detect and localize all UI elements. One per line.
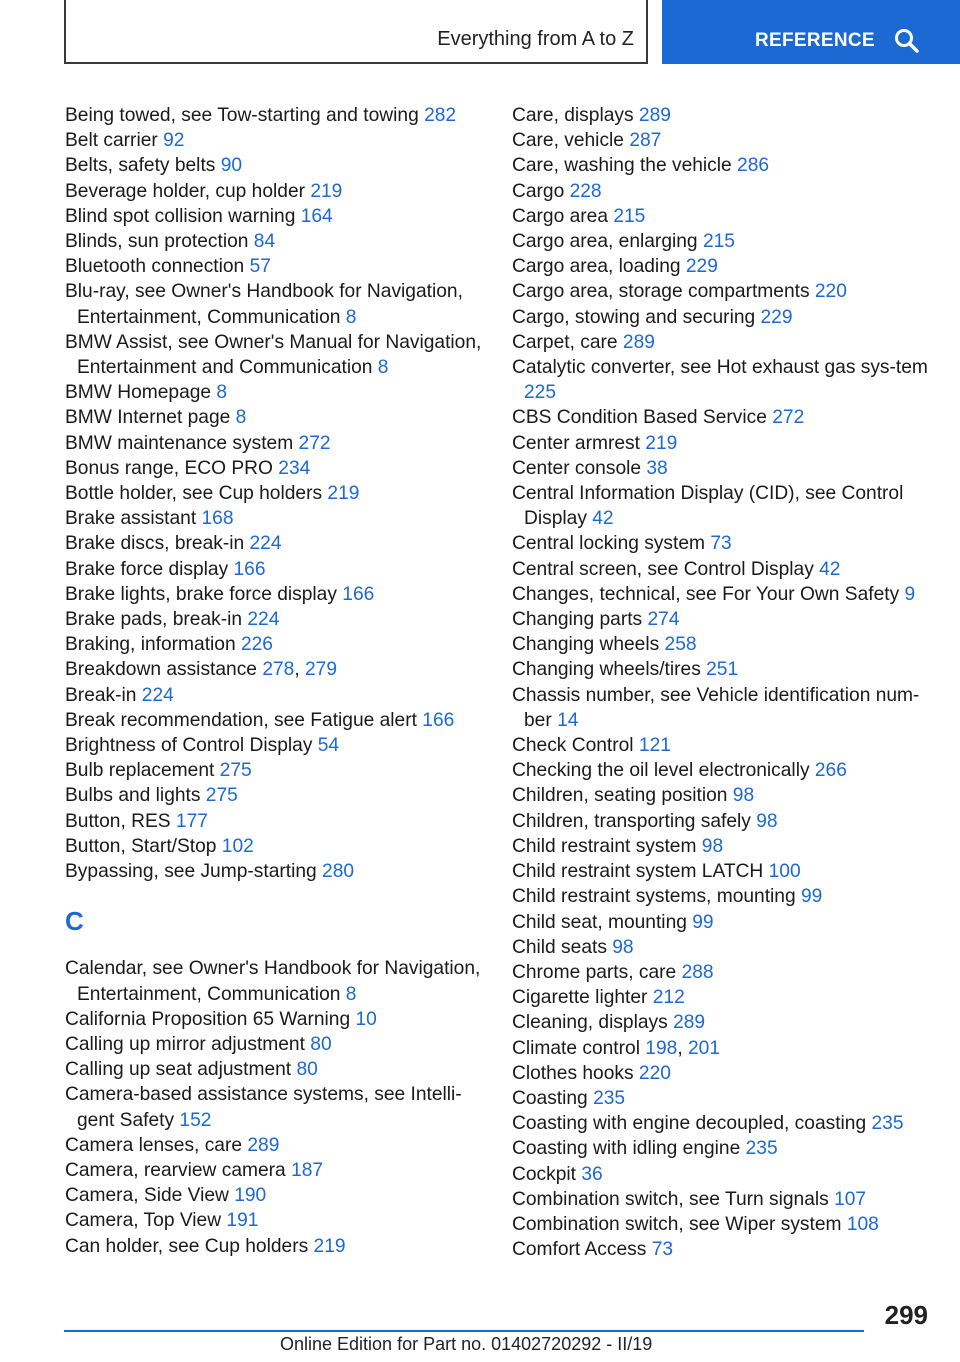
index-entry-term: Changing wheels/tires bbox=[512, 659, 707, 681]
index-entry-term: Cargo area, enlarging bbox=[512, 231, 703, 253]
footer-edition-text: Online Edition for Part no. 01402720292 - II/19 bbox=[280, 1334, 653, 1354]
index-entry-term: Blu-ray, see Owner's Handbook for Navigation, Entertainment, Communication bbox=[65, 281, 463, 328]
page-reference-link[interactable]: 287 bbox=[629, 130, 662, 152]
index-entry bbox=[65, 809, 485, 834]
index-entry bbox=[512, 456, 932, 481]
index-entry-term: Being towed, see Tow-starting and towing bbox=[65, 105, 425, 126]
page-reference-link[interactable]: 219 bbox=[310, 180, 343, 202]
index-entry bbox=[512, 1111, 932, 1136]
index-entry bbox=[512, 884, 932, 909]
index-entry bbox=[512, 910, 932, 935]
index-entry-term: Comfort Access bbox=[512, 1239, 652, 1261]
page-reference-link[interactable]: 219 bbox=[645, 432, 678, 454]
page-reference-link[interactable]: 280 bbox=[322, 861, 355, 883]
header-title: Everything from A to Z bbox=[437, 28, 634, 50]
index-entry-term: Bonus range, ECO PRO bbox=[65, 457, 279, 479]
page-reference-link[interactable]: 275 bbox=[205, 785, 238, 807]
index-entry bbox=[65, 380, 485, 405]
index-entry bbox=[65, 405, 485, 430]
index-entry-term: Child restraint systems, mounting bbox=[512, 886, 801, 908]
header-title-box bbox=[64, 0, 648, 64]
index-entry-term: Care, washing the vehicle bbox=[512, 155, 738, 177]
index-entry bbox=[512, 330, 932, 355]
page-reference-link[interactable]: 10 bbox=[355, 1008, 377, 1030]
page-reference-link[interactable]: 272 bbox=[772, 407, 805, 429]
page-reference-link[interactable]: 90 bbox=[220, 155, 243, 177]
index-entry bbox=[512, 657, 932, 682]
index-entry bbox=[65, 229, 485, 254]
footer-divider bbox=[64, 1330, 864, 1332]
index-entry bbox=[65, 204, 485, 229]
page-reference-link[interactable]: 198 bbox=[645, 1037, 678, 1059]
page-reference-link[interactable]: 107 bbox=[834, 1188, 867, 1210]
page-reference-link[interactable]: 73 bbox=[651, 1239, 674, 1261]
index-entry-term: Cockpit bbox=[512, 1163, 582, 1185]
index-entry bbox=[512, 1010, 932, 1035]
index-entry-term: California Proposition 65 Warning bbox=[65, 1008, 356, 1030]
index-column-right bbox=[512, 103, 932, 1262]
index-entry-term: Belt carrier bbox=[65, 130, 164, 152]
index-entry bbox=[512, 153, 932, 178]
index-entry bbox=[65, 1234, 485, 1259]
index-entry bbox=[512, 531, 932, 556]
index-entry bbox=[512, 607, 932, 632]
index-entry-term: CBS Condition Based Service bbox=[512, 407, 773, 429]
page-reference-link[interactable]: 42 bbox=[592, 508, 614, 530]
index-entry bbox=[65, 153, 485, 178]
index-entry-term: Children, transporting safely bbox=[512, 810, 757, 832]
index-entry-term: Belts, safety belts bbox=[65, 155, 221, 177]
reference-tab[interactable] bbox=[662, 0, 960, 64]
page-reference-link[interactable]: 166 bbox=[233, 558, 266, 580]
index-entry bbox=[512, 355, 932, 405]
index-entry bbox=[65, 607, 485, 632]
index-entry-term: Break-in bbox=[65, 684, 142, 706]
index-entry bbox=[65, 783, 485, 808]
index-entry-term: BMW Internet page bbox=[65, 407, 236, 429]
index-entry-term: Central locking system bbox=[512, 533, 711, 555]
index-entry bbox=[512, 582, 932, 607]
index-entry bbox=[65, 254, 485, 279]
index-entry-term: Calling up mirror adjustment bbox=[65, 1033, 311, 1055]
index-entry-term: Changes, technical, see For Your Own Safety bbox=[512, 583, 905, 605]
index-entry bbox=[65, 859, 485, 884]
reference-tab-label: REFERENCE bbox=[755, 30, 875, 51]
index-entry bbox=[512, 935, 932, 960]
index-entry-term: Cargo area, loading bbox=[512, 256, 686, 278]
index-entry-term: Button, RES bbox=[65, 810, 176, 832]
page-reference-link[interactable]: 272 bbox=[298, 432, 331, 454]
index-entry bbox=[512, 859, 932, 884]
index-entry-term: Bottle holder, see Cup holders bbox=[65, 483, 328, 505]
page-reference-link[interactable]: 36 bbox=[581, 1163, 603, 1185]
index-entry-term: Child restraint system bbox=[512, 835, 702, 857]
index-entry bbox=[512, 632, 932, 657]
index-entry bbox=[512, 305, 932, 330]
index-entry-term: Brake lights, brake force display bbox=[65, 583, 343, 605]
page-reference-link[interactable]: 166 bbox=[422, 709, 455, 731]
index-entry bbox=[512, 128, 932, 153]
index-group-b bbox=[65, 103, 485, 884]
page-reference-link[interactable]: 8 bbox=[235, 407, 247, 429]
index-entry bbox=[65, 103, 485, 128]
index-entry bbox=[65, 279, 485, 329]
index-entry-term: Coasting bbox=[512, 1087, 594, 1109]
index-entry bbox=[512, 557, 932, 582]
index-entry bbox=[512, 1187, 932, 1212]
index-entry bbox=[512, 1212, 932, 1237]
index-entry bbox=[65, 179, 485, 204]
index-entry-term: Combination switch, see Turn signals bbox=[512, 1188, 835, 1210]
index-entry-term: Central screen, see Control Display bbox=[512, 558, 820, 580]
index-entry-term: BMW Assist, see Owner's Manual for Navigation, Entertainment and Communication bbox=[65, 331, 482, 379]
page-reference-link[interactable]: 266 bbox=[814, 760, 847, 782]
index-entry-term: Blind spot collision warning bbox=[65, 205, 301, 227]
page-reference-link[interactable]: 100 bbox=[768, 861, 801, 883]
page-reference-link[interactable]: 98 bbox=[701, 835, 724, 857]
index-entry bbox=[65, 431, 485, 456]
index-entry bbox=[65, 128, 485, 153]
page-reference-link[interactable]: 289 bbox=[247, 1134, 280, 1156]
index-entry-term: Chassis number, see Vehicle identification num-ber bbox=[512, 684, 920, 731]
page-reference-link[interactable]: 99 bbox=[800, 886, 823, 908]
index-entry-term: Climate control bbox=[512, 1037, 646, 1059]
index-entry-term: Carpet, care bbox=[512, 331, 623, 353]
index-entry bbox=[512, 1061, 932, 1086]
page-reference-link[interactable]: 201 bbox=[687, 1037, 720, 1059]
index-entry-term: Care, vehicle bbox=[512, 130, 630, 152]
index-entry-term: Camera-based assistance systems, see Intelli-gent Safety bbox=[65, 1084, 462, 1131]
index-entry-term: Changing wheels bbox=[512, 634, 665, 656]
page-reference-link[interactable]: 98 bbox=[612, 936, 634, 958]
index-entry-term: Brake assistant bbox=[65, 508, 202, 530]
page-reference-link[interactable]: 282 bbox=[424, 105, 457, 126]
index-entry-term: Care, displays bbox=[512, 105, 639, 126]
index-entry bbox=[512, 783, 932, 808]
index-entry-term: Cargo area bbox=[512, 205, 614, 227]
page-reference-link[interactable]: 235 bbox=[745, 1138, 778, 1160]
page-reference-link[interactable]: 14 bbox=[557, 709, 579, 731]
page-reference-link[interactable]: 289 bbox=[622, 331, 655, 353]
page-reference-link[interactable]: 8 bbox=[216, 382, 228, 404]
index-entry bbox=[65, 758, 485, 783]
index-entry-term: Changing parts bbox=[512, 609, 648, 631]
index-entry-term: Can holder, see Cup holders bbox=[65, 1235, 314, 1257]
index-entry bbox=[512, 204, 932, 229]
index-entry bbox=[512, 733, 932, 758]
index-entry-term: BMW Homepage bbox=[65, 382, 217, 404]
index-entry-term: Center console bbox=[512, 457, 647, 479]
index-entry-term: Child seat, mounting bbox=[512, 911, 693, 933]
index-entry bbox=[512, 758, 932, 783]
index-entry-term: Calling up seat adjustment bbox=[65, 1059, 297, 1081]
index-entry bbox=[512, 809, 932, 834]
index-entry bbox=[512, 960, 932, 985]
index-entry bbox=[512, 229, 932, 254]
index-entry bbox=[512, 683, 932, 733]
index-entry-term: Breakdown assistance bbox=[65, 659, 263, 681]
index-entry-term: BMW maintenance system bbox=[65, 432, 299, 454]
index-entry-term: Clothes hooks bbox=[512, 1062, 639, 1084]
page-reference-link[interactable]: 229 bbox=[760, 306, 793, 328]
index-entry-term: Blinds, sun protection bbox=[65, 231, 254, 253]
page-reference-link[interactable]: 275 bbox=[219, 760, 252, 782]
page-reference-link[interactable]: 235 bbox=[593, 1087, 626, 1109]
index-entry: Breakdown assistance 278, 279 bbox=[65, 659, 338, 681]
index-entry bbox=[512, 1162, 932, 1187]
index-entry bbox=[65, 956, 485, 1006]
index-entry: Climate control 198, 201 bbox=[512, 1037, 720, 1059]
index-entry-term: Bypassing, see Jump-starting bbox=[65, 861, 323, 883]
page-reference-link[interactable]: 177 bbox=[175, 810, 208, 832]
page-reference-link[interactable]: 54 bbox=[317, 735, 340, 757]
index-entry bbox=[65, 708, 485, 733]
index-entry bbox=[512, 254, 932, 279]
index-entry-term: Calendar, see Owner's Handbook for Navigation, Entertainment, Communication bbox=[65, 958, 481, 1005]
page-reference-link[interactable]: 289 bbox=[673, 1012, 706, 1034]
index-entry-term: Brightness of Control Display bbox=[65, 735, 318, 757]
page-reference-link[interactable]: 121 bbox=[638, 735, 671, 757]
index-column-left bbox=[65, 103, 485, 1259]
index-entry bbox=[65, 1208, 485, 1233]
index-entry-term: Bulb replacement bbox=[65, 760, 220, 782]
index-entry bbox=[65, 1032, 485, 1057]
index-entry-term: Cigarette lighter bbox=[512, 987, 653, 1009]
page-reference-link[interactable]: 8 bbox=[345, 983, 357, 1005]
index-entry-term: Camera, Side View bbox=[65, 1185, 235, 1207]
index-entry bbox=[65, 481, 485, 506]
index-entry bbox=[512, 103, 932, 128]
index-entry-term: Child restraint system LATCH bbox=[512, 861, 769, 883]
page-reference-link[interactable]: 57 bbox=[249, 256, 271, 278]
index-entry-term: Braking, information bbox=[65, 634, 241, 656]
page-reference-link[interactable]: 224 bbox=[141, 684, 174, 706]
page-number: 299 bbox=[884, 1300, 928, 1330]
index-entry-term: Beverage holder, cup holder bbox=[65, 180, 311, 202]
index-entry-term: Cargo, stowing and securing bbox=[512, 306, 761, 328]
page-reference-link[interactable]: 187 bbox=[291, 1159, 324, 1181]
index-entry bbox=[65, 506, 485, 531]
index-entry-term: Cargo bbox=[512, 180, 570, 202]
index-group-c bbox=[65, 956, 485, 1258]
index-entry-term: Camera, Top View bbox=[65, 1210, 227, 1232]
page-reference-link[interactable]: 98 bbox=[732, 785, 755, 807]
index-entry bbox=[65, 1082, 485, 1132]
index-entry bbox=[65, 1158, 485, 1183]
index-entry-term: Center armrest bbox=[512, 432, 646, 454]
page-reference-link[interactable]: 99 bbox=[692, 911, 714, 933]
page-reference-link[interactable]: 225 bbox=[524, 382, 557, 404]
index-entry bbox=[65, 582, 485, 607]
index-entry-term: Brake pads, break-in bbox=[65, 609, 248, 631]
index-entry-term: Child seats bbox=[512, 936, 613, 958]
index-entry-term: Coasting with idling engine bbox=[512, 1138, 746, 1160]
index-group-c-continued bbox=[512, 103, 932, 1262]
page-reference-link[interactable]: 102 bbox=[221, 835, 254, 857]
page-reference-link[interactable]: 224 bbox=[247, 609, 280, 631]
index-entry bbox=[65, 330, 485, 380]
index-entry-term: Children, seating position bbox=[512, 785, 733, 807]
page-reference-link[interactable]: 219 bbox=[327, 483, 360, 505]
page-reference-link[interactable]: 212 bbox=[652, 987, 685, 1009]
index-entry-term: Brake force display bbox=[65, 558, 234, 580]
page-reference-link[interactable]: 215 bbox=[702, 231, 735, 253]
index-entry bbox=[512, 834, 932, 859]
index-entry-term: Checking the oil level electronically bbox=[512, 760, 815, 782]
index-entry bbox=[65, 683, 485, 708]
index-entry-term: Cleaning, displays bbox=[512, 1012, 674, 1034]
page-reference-link[interactable]: 190 bbox=[234, 1185, 267, 1207]
index-entry-term: Cargo area, storage compartments bbox=[512, 281, 815, 303]
index-entry bbox=[65, 632, 485, 657]
page-reference-link[interactable]: 251 bbox=[706, 659, 739, 681]
page-reference-link[interactable]: 8 bbox=[345, 306, 357, 328]
page-reference-link[interactable]: 224 bbox=[249, 533, 282, 555]
page-reference-link[interactable]: 274 bbox=[647, 609, 680, 631]
section-letter: C bbox=[65, 906, 84, 937]
page-reference-link[interactable]: 235 bbox=[871, 1113, 904, 1135]
page-reference-link[interactable]: 152 bbox=[179, 1109, 212, 1131]
index-entry-term: Brake discs, break-in bbox=[65, 533, 250, 555]
index-entry-term: Chrome parts, care bbox=[512, 961, 682, 983]
index-entry bbox=[65, 531, 485, 556]
page-reference-link[interactable]: 215 bbox=[613, 205, 646, 227]
index-entry bbox=[512, 1237, 932, 1262]
index-entry bbox=[65, 557, 485, 582]
page-reference-link[interactable]: 220 bbox=[638, 1062, 671, 1084]
index-entry bbox=[65, 1057, 485, 1082]
index-entry-term: Bulbs and lights bbox=[65, 785, 206, 807]
index-entry-term: Break recommendation, see Fatigue alert bbox=[65, 709, 423, 731]
page-reference-link[interactable]: 84 bbox=[253, 231, 276, 253]
page-reference-link[interactable]: 108 bbox=[846, 1213, 879, 1235]
index-entry-term: Combination switch, see Wiper system bbox=[512, 1213, 847, 1235]
index-entry bbox=[65, 1133, 485, 1158]
index-entry bbox=[512, 985, 932, 1010]
page-reference-link[interactable]: 278 bbox=[262, 659, 295, 681]
page-reference-link[interactable]: 191 bbox=[226, 1210, 259, 1232]
page-reference-link[interactable]: 9 bbox=[904, 583, 916, 605]
page-reference-link[interactable]: 219 bbox=[313, 1235, 346, 1257]
index-entry-term: Catalytic converter, see Hot exhaust gas sys-tem bbox=[512, 357, 928, 379]
page-reference-link[interactable]: 229 bbox=[685, 256, 718, 278]
page-reference-link[interactable]: 258 bbox=[664, 634, 697, 656]
page-reference-link[interactable]: 42 bbox=[819, 558, 841, 580]
index-entry bbox=[512, 279, 932, 304]
page-reference-link[interactable]: 38 bbox=[646, 457, 668, 479]
index-entry bbox=[65, 456, 485, 481]
page-reference-link[interactable]: 168 bbox=[201, 508, 234, 530]
page-reference-link[interactable]: 164 bbox=[300, 205, 333, 227]
page-reference-link[interactable]: 234 bbox=[278, 457, 311, 479]
index-entry-term: Camera, rearview camera bbox=[65, 1159, 292, 1181]
page-reference-link[interactable]: 92 bbox=[163, 130, 185, 152]
index-entry bbox=[65, 834, 485, 859]
index-entry bbox=[65, 1007, 485, 1032]
page-reference-link[interactable]: 286 bbox=[737, 155, 770, 177]
index-entry-term: Camera lenses, care bbox=[65, 1134, 248, 1156]
page-reference-link[interactable]: 226 bbox=[240, 634, 273, 656]
page-reference-link[interactable]: 228 bbox=[569, 180, 602, 202]
page-reference-link[interactable]: 98 bbox=[756, 810, 778, 832]
index-entry-term: Coasting with engine decoupled, coasting bbox=[512, 1113, 872, 1135]
index-entry bbox=[512, 481, 932, 531]
page-reference-link[interactable]: 80 bbox=[296, 1059, 318, 1081]
index-entry-term: Button, Start/Stop bbox=[65, 835, 222, 857]
page-reference-link[interactable]: 289 bbox=[638, 105, 671, 126]
index-entry bbox=[65, 1183, 485, 1208]
index-entry bbox=[512, 1086, 932, 1111]
index-entry bbox=[512, 405, 932, 430]
page-reference-link[interactable]: 80 bbox=[310, 1033, 332, 1055]
page-reference-link[interactable]: 73 bbox=[710, 533, 732, 555]
page-reference-link[interactable]: 166 bbox=[342, 583, 375, 605]
index-entry-term: Central Information Display (CID), see Control Display bbox=[512, 483, 904, 530]
index-entry-term: Bluetooth connection bbox=[65, 256, 250, 278]
index-entry-term: Check Control bbox=[512, 735, 639, 757]
page-reference-link[interactable]: 220 bbox=[814, 281, 847, 303]
index-entry bbox=[512, 1136, 932, 1161]
search-icon[interactable] bbox=[894, 28, 920, 54]
page-reference-link[interactable]: 8 bbox=[377, 357, 389, 379]
index-entry bbox=[512, 179, 932, 204]
index-entry bbox=[512, 431, 932, 456]
index-entry bbox=[65, 733, 485, 758]
page-reference-link[interactable]: 279 bbox=[305, 659, 338, 681]
page-reference-link[interactable]: 288 bbox=[681, 961, 714, 983]
